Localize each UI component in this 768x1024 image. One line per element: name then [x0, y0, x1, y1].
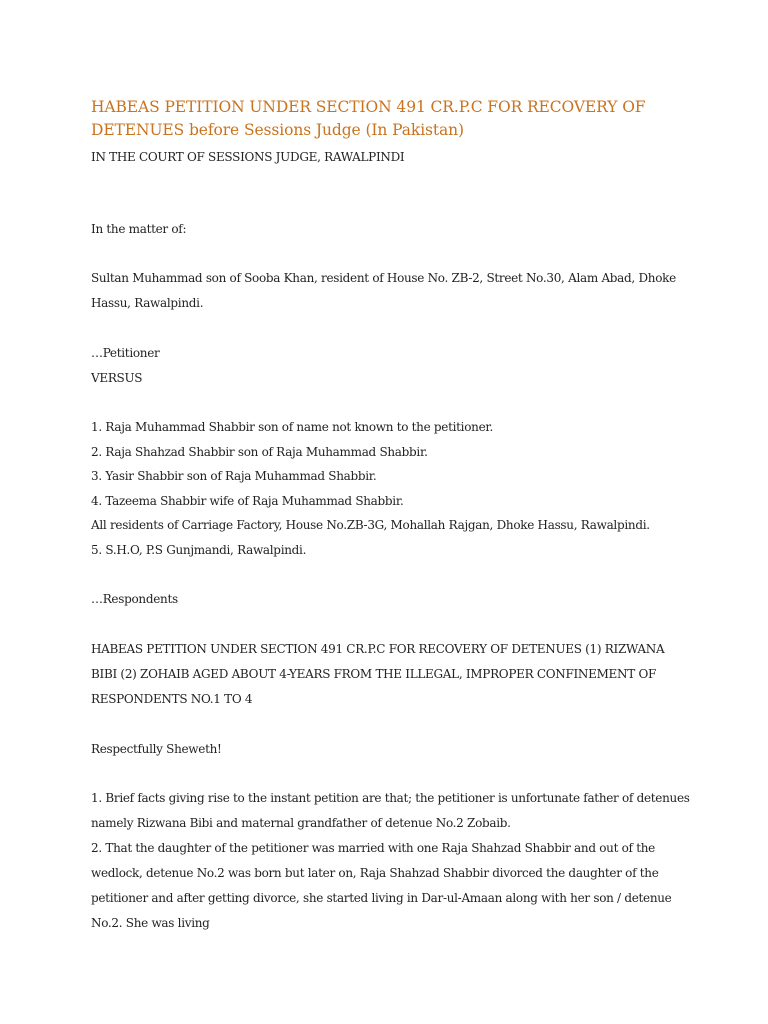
petition-heading: HABEAS PETITION UNDER SECTION 491 CR.P.C FOR RECOVERY OF DETENUES (1) RIZWANA BIBI (2) ZOHAIB AGED ABOUT 4-YEARS FROM THE ILLEGAL, IMPROPER CONFINEMENT OF RESPONDENTS NO.1 TO 4 — [91, 641, 665, 706]
in-the-matter-label: In the matter of: — [91, 221, 187, 236]
respondent-item: 4. Tazeema Shabbir wife of Raja Muhammad Shabbir. — [91, 493, 404, 508]
respondent-item: 2. Raja Shahzad Shabbir son of Raja Muhammad Shabbir. — [91, 444, 428, 459]
residence-note: All residents of Carriage Factory, House No.ZB-3G, Mohallah Rajgan, Dhoke Hassu, Rawalpindi. — [91, 518, 650, 532]
court-name: IN THE COURT OF SESSIONS JUDGE, RAWALPINDI — [91, 150, 405, 164]
respondent-item: 1. Raja Muhammad Shabbir son of name not known to the petitioner. — [91, 420, 494, 434]
respondent-item: 5. S.H.O, P.S Gunjmandi, Rawalpindi. — [91, 542, 307, 557]
salutation: Respectfully Sheweth! — [91, 741, 222, 756]
document-page — [91, 96, 691, 936]
paragraph-2: 2. That the daughter of the petitioner was married with one Raja Shahzad Shabbir and out of the wedlock, detenue No.2 was born but later on, Raja Shahzad Shabbir divorced the daughter of the petitioner and after getting divorce, she started living in Dar-ul-Amaan along with her son / detenue No.2. She was living — [91, 841, 672, 930]
petitioner-label: …Petitioner — [91, 346, 160, 360]
respondents-label: …Respondents — [91, 592, 178, 606]
respondent-item: 3. Yasir Shabbir son of Raja Muhammad Shabbir. — [91, 469, 377, 483]
paragraph-1: 1. Brief facts giving rise to the instant petition are that; the petitioner is unfortunate father of detenues namely Rizwana Bibi and maternal grandfather of detenue No.2 Zobaib. — [91, 791, 690, 830]
document-title: HABEAS PETITION UNDER SECTION 491 CR.P.C FOR RECOVERY OF DETENUES before Sessions Judge (In Pakistan) — [91, 98, 646, 139]
versus-label: VERSUS — [91, 370, 143, 385]
petitioner-details: Sultan Muhammad son of Sooba Khan, resident of House No. ZB-2, Street No.30, Alam Abad, Dhoke Hassu, Rawalpindi. — [91, 271, 676, 310]
